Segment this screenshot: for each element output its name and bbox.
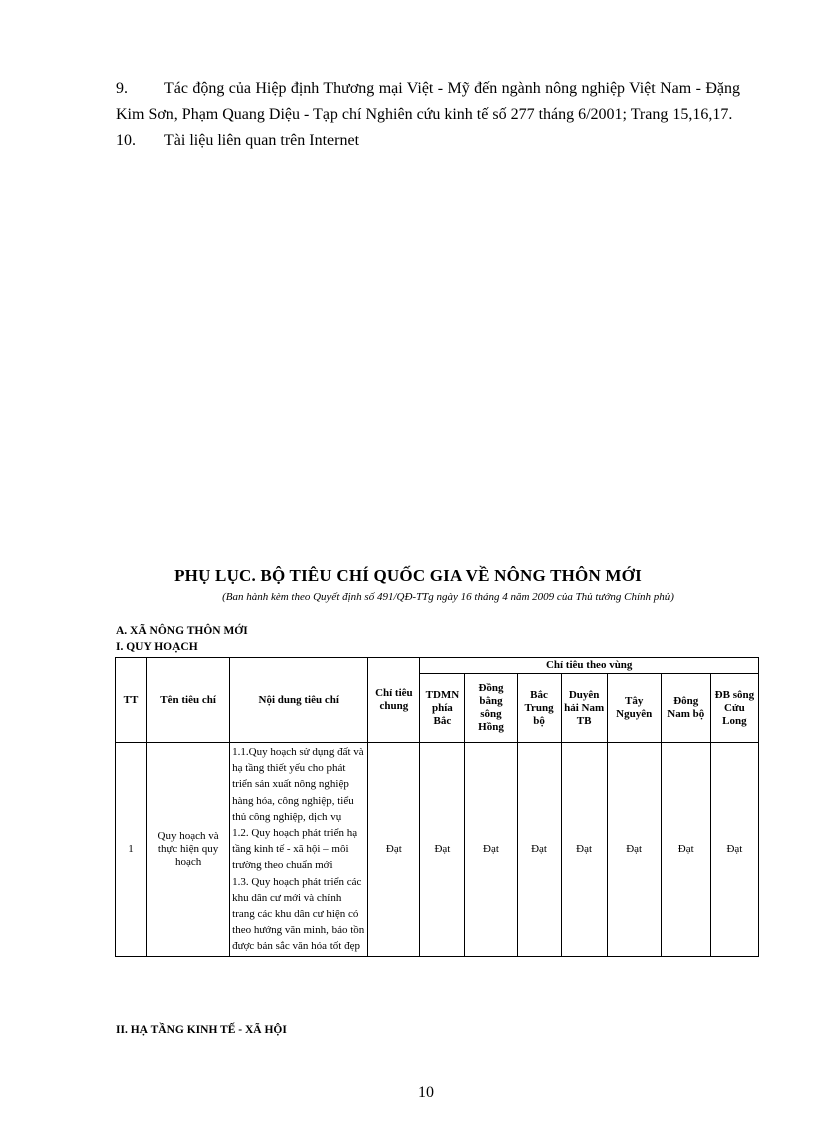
row-region-value: Đạt bbox=[420, 743, 465, 957]
section-i-heading: I. QUY HOẠCH bbox=[116, 641, 198, 653]
content-item: 1.1.Quy hoạch sử dụng đất và hạ tầng thiết yếu cho phát triển sản xuất nông nghiệp hàng hóa, công nghiệp, tiểu thủ công nghiệp, dịch vụ bbox=[232, 746, 364, 823]
reference-list bbox=[116, 76, 740, 154]
reference-text: Tài liệu liên quan trên Internet bbox=[164, 132, 360, 149]
row-region-value: Đạt bbox=[517, 743, 561, 957]
header-general-target: Chỉ tiêu chung bbox=[368, 658, 420, 743]
criteria-table bbox=[115, 657, 759, 957]
header-region: Đồng bằng sông Hồng bbox=[465, 674, 517, 743]
table-row bbox=[116, 743, 759, 957]
row-region-value: Đạt bbox=[465, 743, 517, 957]
row-region-value: Đạt bbox=[710, 743, 758, 957]
header-region: Đông Nam bộ bbox=[661, 674, 710, 743]
reference-item-10 bbox=[116, 128, 740, 154]
row-criteria-content bbox=[230, 743, 368, 957]
header-region: Tây Nguyên bbox=[607, 674, 661, 743]
header-region: Duyên hải Nam TB bbox=[561, 674, 607, 743]
row-tt: 1 bbox=[116, 743, 147, 957]
header-region: TDMN phía Bắc bbox=[420, 674, 465, 743]
appendix-title: PHỤ LỤC. BỘ TIÊU CHÍ QUỐC GIA VỀ NÔNG THÔN MỚI bbox=[174, 566, 642, 585]
header-region: Bắc Trung bộ bbox=[517, 674, 561, 743]
page-number: 10 bbox=[418, 1084, 434, 1101]
header-criteria-name: Tên tiêu chí bbox=[147, 658, 230, 743]
row-region-value: Đạt bbox=[561, 743, 607, 957]
reference-item-9 bbox=[116, 76, 740, 128]
section-ii-heading: II. HẠ TẦNG KINH TẾ - XÃ HỘI bbox=[116, 1024, 287, 1036]
row-region-value: Đạt bbox=[607, 743, 661, 957]
header-criteria-content: Nội dung tiêu chí bbox=[230, 658, 368, 743]
appendix-subtitle: (Ban hành kèm theo Quyết định số 491/QĐ-TTg ngày 16 tháng 4 năm 2009 của Thủ tướng Chính phủ) bbox=[222, 591, 674, 603]
row-general-value: Đạt bbox=[368, 743, 420, 957]
content-item: 1.2. Quy hoạch phát triển hạ tầng kinh tế - xã hội – môi trường theo chuẩn mới bbox=[232, 827, 358, 872]
header-tt: TT bbox=[116, 658, 147, 743]
row-criteria-name: Quy hoạch và thực hiện quy hoạch bbox=[147, 743, 230, 957]
reference-number: 9. bbox=[116, 80, 128, 97]
content-item: 1.3. Quy hoạch phát triển các khu dân cư mới và chỉnh trang các khu dân cư hiện có theo hướng văn minh, bảo tồn được bản sắc văn hóa tốt đẹp bbox=[232, 875, 365, 953]
reference-number: 10. bbox=[116, 132, 136, 149]
section-a-heading: A. XÃ NÔNG THÔN MỚI bbox=[116, 625, 248, 637]
header-regional-targets: Chỉ tiêu theo vùng bbox=[420, 658, 759, 674]
header-region: ĐB sông Cửu Long bbox=[710, 674, 758, 743]
row-region-value: Đạt bbox=[661, 743, 710, 957]
reference-text: Tác động của Hiệp định Thương mại Việt - Mỹ đến ngành nông nghiệp Việt Nam - Đặng Kim Sơn, Phạm Quang Diệu - Tạp chí Nghiên cứu kinh tế số 277 tháng 6/2001; Trang 15,16,17. bbox=[116, 80, 740, 123]
